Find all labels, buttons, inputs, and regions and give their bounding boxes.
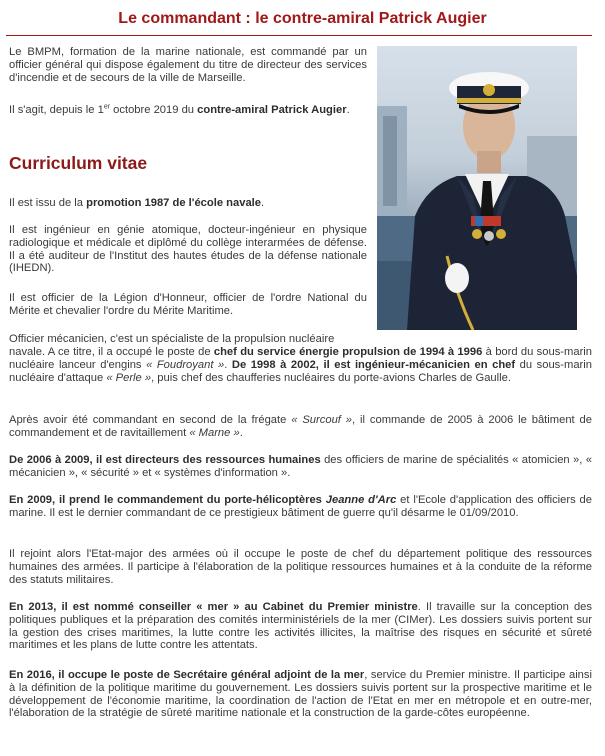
cv-paragraph-2: Il est ingénieur en génie atomique, docteur-ingénieur en physique radiologique et médicale et diplômé du collège interarmées de défense. Il a été auditeur de l'Institut des hautes études de la défense nationale (IHEDN).: [9, 224, 367, 275]
ordinal-sup: er: [103, 103, 111, 111]
title-divider: [6, 35, 592, 36]
cv-bold: En 2013, il est nommé conseiller « mer » au Cabinet du Premier ministre: [9, 601, 418, 613]
cv-text: Après avoir été commandant en second de la frégate: [9, 414, 292, 426]
cv-text: du sous-marin nucléaire d'attaque: [9, 358, 592, 384]
page-title: Le commandant : le contre-amiral Patrick Augier: [118, 10, 487, 27]
commander-name: contre-amiral Patrick Augier: [197, 104, 347, 116]
cv-bold: En 2016, il occupe le poste de Secrétaire général adjoint de la mer: [9, 669, 365, 681]
cv-bold: De 2006 à 2009, il est directeurs des ressources humaines: [9, 454, 321, 466]
cv-paragraph-1: [9, 197, 367, 210]
cv-text: à bord du sous-marin nucléaire lanceur d'engins: [9, 346, 592, 371]
cv-text: navale. A ce titre, il a occupé le poste de: [9, 346, 214, 358]
portrait-illustration: [377, 46, 577, 330]
cv-heading: Curriculum vitae: [9, 153, 148, 173]
cv-paragraph-4-line1: Officier mécanicien, c'est un spécialiste de la propulsion nucléaire: [9, 333, 335, 345]
cv-paragraph-5: [9, 414, 592, 440]
ship-name: « Marne »: [189, 426, 240, 439]
intro-paragraph-1: Le BMPM, formation de la marine nationale, est commandé par un officier général qui dispose également du titre de directeur des services d'incendie et de secours de la ville de Marseille.: [9, 46, 367, 84]
cv-text: , service du Premier ministre. Il participe ainsi à la définition de la politique maritime du gouvernement. Les dossiers suivis portent sur la prospective maritime et le développement de l'économie maritime, la coordination de l'action de l'Etat en mer en métropole et en outre-mer, l'élaboration de la stratégie de sûreté maritime nationale et la construction de la garde-côtes européenne.: [9, 669, 592, 720]
cv-text: .: [224, 358, 232, 371]
ship-name: Jeanne d'Arc: [325, 494, 397, 506]
cv-text: . Il travaille sur la conception des politiques publiques et la préparation des comités interministériels de la mer (CIMer). Les dossiers suivis portent sur la gestion des crises maritimes, la lutte contre les activités illicites, la maîtrise des risques en sécurité et sûreté maritimes et les plans de lutte contre les attentats.: [9, 601, 592, 652]
cv-text: .: [261, 197, 265, 209]
ship-name: « Perle »: [106, 371, 152, 384]
cv-bold: En 2009, il prend le commandement du porte-hélicoptères: [9, 494, 326, 506]
portrait-photo: [377, 46, 577, 330]
cv-paragraph-9: [9, 601, 592, 652]
cv-paragraph-10: [9, 669, 592, 720]
ship-name: « Surcouf »: [291, 414, 353, 426]
intro-text: .: [346, 104, 350, 116]
cv-bold: De 1998 à 2002, il est ingénieur-mécanicien en chef: [231, 358, 516, 371]
cv-text: , puis chef des chaufferies nucléaires du porte-avions Charles de Gaulle.: [151, 371, 511, 384]
cv-text: .: [239, 426, 243, 439]
cv-paragraph-6: [9, 454, 592, 480]
ship-name: « Foudroyant »: [146, 358, 225, 371]
cv-paragraph-7: [9, 494, 592, 520]
intro-paragraph-2: [9, 104, 367, 117]
cv-paragraph-3: Il est officier de la Légion d'Honneur, officier de l'ordre National du Mérite et chevalier l'ordre du Mérite Maritime.: [9, 292, 367, 317]
cv-text: , il commande de 2005 à 2006 le bâtiment de commandement et de ravitaillement: [9, 414, 592, 439]
intro-text: Il s'agit, depuis le 1: [9, 104, 104, 116]
cv-bold: promotion 1987 de l'école navale: [86, 197, 261, 209]
cv-paragraph-8: Il rejoint alors l'Etat-major des armées où il occupe le poste de chef du département politique des ressources humaines des armées. Il participe à l'élaboration de la politique ressources humaines et à la conduite de la réforme des statuts militaires.: [9, 548, 592, 586]
intro-text: octobre 2019 du: [110, 104, 198, 116]
cv-bold: chef du service énergie propulsion de 1994 à 1996: [213, 346, 483, 358]
cv-text: et l'Ecole d'application des officiers de marine. Il est le dernier commandant de ce prestigieux bâtiment de guerre qu'il désarme le 01/09/2010.: [9, 494, 592, 519]
cv-paragraph-4: [9, 346, 592, 384]
cv-text: des officiers de marine de spécialités « atomicien », « mécanicien », « sécurité » et « systèmes d'information ».: [9, 454, 592, 479]
cv-text: Il est issu de la: [9, 197, 87, 209]
